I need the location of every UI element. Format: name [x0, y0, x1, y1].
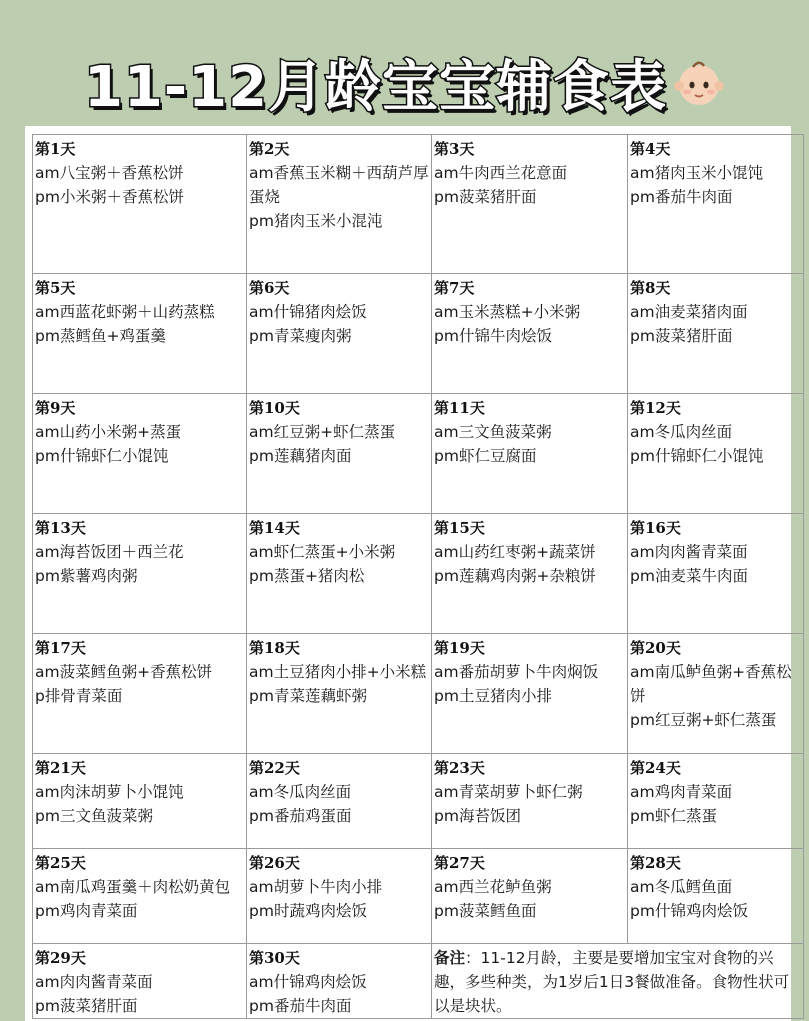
table-row — [33, 849, 804, 944]
pm-meal: pm油麦菜牛肉面 — [630, 567, 748, 585]
day-cell — [33, 944, 247, 1019]
am-meal: am冬瓜肉丝面 — [249, 783, 352, 801]
day-label: 第16天 — [630, 519, 681, 537]
baby-face-icon — [673, 57, 725, 109]
pm-meal: pm时蔬鸡肉烩饭 — [249, 902, 367, 920]
day-label: 第23天 — [434, 759, 485, 777]
pm-meal: pm番茄牛肉面 — [249, 997, 352, 1015]
am-meal: am西兰花鲈鱼粥 — [434, 878, 552, 896]
day-cell — [628, 394, 804, 514]
pm-meal: pm土豆猪肉小排 — [434, 687, 552, 705]
table-row — [33, 274, 804, 394]
day-cell — [628, 754, 804, 849]
pm-meal: pm什锦鸡肉烩饭 — [630, 902, 748, 920]
pm-meal: pm小米粥＋香蕉松饼 — [35, 188, 184, 206]
day-label: 第9天 — [35, 399, 76, 417]
am-meal: am青菜胡萝卜虾仁粥 — [434, 783, 583, 801]
pm-meal: pm虾仁蒸蛋 — [630, 807, 717, 825]
day-label: 第27天 — [434, 854, 485, 872]
day-label: 第29天 — [35, 949, 86, 967]
day-label: 第6天 — [249, 279, 290, 297]
day-label: 第8天 — [630, 279, 671, 297]
day-cell — [628, 274, 804, 394]
day-cell — [33, 274, 247, 394]
am-meal: am南瓜鸡蛋羹＋肉松奶黄包 — [35, 878, 231, 896]
am-meal: am虾仁蒸蛋+小米粥 — [249, 543, 396, 561]
day-cell — [432, 849, 628, 944]
pm-meal: pm什锦牛肉烩饭 — [434, 327, 552, 345]
day-cell — [33, 634, 247, 754]
page-title: 11-12月龄宝宝辅食表 — [83, 55, 668, 120]
pm-meal: pm什锦虾仁小馄饨 — [630, 447, 764, 465]
day-label: 第1天 — [35, 140, 76, 158]
pm-meal: pm青菜瘦肉粥 — [249, 327, 352, 345]
day-label: 第14天 — [249, 519, 300, 537]
title-bar — [0, 38, 809, 128]
table-row — [33, 394, 804, 514]
pm-meal: pm什锦虾仁小馄饨 — [35, 447, 169, 465]
am-meal: am红豆粥+虾仁蒸蛋 — [249, 423, 396, 441]
am-meal: am什锦鸡肉烩饭 — [249, 973, 367, 991]
am-meal: am香蕉玉米糊＋西葫芦厚蛋烧 — [249, 164, 429, 206]
pm-meal: pm菠菜鳕鱼面 — [434, 902, 537, 920]
day-cell — [432, 135, 628, 274]
day-label: 第10天 — [249, 399, 300, 417]
table-row — [33, 754, 804, 849]
note-cell — [432, 944, 804, 1019]
am-meal: am油麦菜猪肉面 — [630, 303, 748, 321]
note-text: ：11-12月龄，主要是要增加宝宝对食物的兴趣，多些种类，为1岁后1日3餐做准备。食物性状可以是块状。 — [434, 949, 790, 1015]
day-cell — [628, 135, 804, 274]
pm-meal: pm青菜莲藕虾粥 — [249, 687, 367, 705]
day-cell — [247, 849, 432, 944]
day-cell — [628, 514, 804, 634]
day-cell — [247, 754, 432, 849]
am-meal: am菠菜鳕鱼粥+香蕉松饼 — [35, 663, 213, 681]
day-label: 第21天 — [35, 759, 86, 777]
am-meal: am肉肉酱青菜面 — [630, 543, 748, 561]
am-meal: am什锦猪肉烩饭 — [249, 303, 367, 321]
am-meal: am八宝粥＋香蕉松饼 — [35, 164, 184, 182]
am-meal: am海苔饭团＋西兰花 — [35, 543, 184, 561]
table-row — [33, 135, 804, 274]
day-label: 第4天 — [630, 140, 671, 158]
day-cell — [247, 135, 432, 274]
am-meal: am鸡肉青菜面 — [630, 783, 733, 801]
day-cell — [432, 394, 628, 514]
day-cell — [33, 135, 247, 274]
day-label: 第3天 — [434, 140, 475, 158]
day-cell — [247, 394, 432, 514]
pm-meal: pm莲藕鸡肉粥+杂粮饼 — [434, 567, 596, 585]
day-label: 第13天 — [35, 519, 86, 537]
day-label: 第18天 — [249, 639, 300, 657]
pm-meal: pm菠菜猪肝面 — [630, 327, 733, 345]
pm-meal: pm海苔饭团 — [434, 807, 521, 825]
pm-meal: pm番茄牛肉面 — [630, 188, 733, 206]
pm-meal: pm猪肉玉米小混沌 — [249, 212, 383, 230]
am-meal: am山药小米粥+蒸蛋 — [35, 423, 182, 441]
pm-meal: pm鸡肉青菜面 — [35, 902, 138, 920]
am-meal: am山药红枣粥+蔬菜饼 — [434, 543, 596, 561]
day-label: 第24天 — [630, 759, 681, 777]
am-meal: am土豆猪肉小排+小米糕 — [249, 663, 427, 681]
day-cell — [432, 274, 628, 394]
day-label: 第28天 — [630, 854, 681, 872]
day-cell — [247, 274, 432, 394]
am-meal: am猪肉玉米小馄饨 — [630, 164, 764, 182]
pm-meal: pm红豆粥+虾仁蒸蛋 — [630, 711, 777, 729]
menu-table — [32, 134, 804, 1019]
day-label: 第12天 — [630, 399, 681, 417]
pm-meal: pm紫薯鸡肉粥 — [35, 567, 138, 585]
am-meal: am三文鱼菠菜粥 — [434, 423, 552, 441]
day-cell — [33, 394, 247, 514]
pm-meal: pm菠菜猪肝面 — [35, 997, 138, 1015]
table-row — [33, 634, 804, 754]
day-cell — [432, 634, 628, 754]
day-cell — [432, 514, 628, 634]
day-label: 第25天 — [35, 854, 86, 872]
am-meal: am肉沫胡萝卜小馄饨 — [35, 783, 184, 801]
menu-sheet — [25, 126, 791, 1021]
pm-meal: pm蒸蛋+猪肉松 — [249, 567, 365, 585]
day-label: 第2天 — [249, 140, 290, 158]
note-label: 备注 — [434, 948, 466, 967]
day-label: 第15天 — [434, 519, 485, 537]
day-cell — [247, 634, 432, 754]
am-meal: am肉肉酱青菜面 — [35, 973, 153, 991]
day-label: 第26天 — [249, 854, 300, 872]
day-label: 第20天 — [630, 639, 681, 657]
table-row — [33, 944, 804, 1019]
am-meal: am冬瓜鳕鱼面 — [630, 878, 733, 896]
day-cell — [432, 754, 628, 849]
pm-meal: pm三文鱼菠菜粥 — [35, 807, 153, 825]
day-label: 第7天 — [434, 279, 475, 297]
day-label: 第5天 — [35, 279, 76, 297]
am-meal: am牛肉西兰花意面 — [434, 164, 568, 182]
day-cell — [33, 514, 247, 634]
am-meal: am西蓝花虾粥＋山药蒸糕 — [35, 303, 215, 321]
am-meal: am番茄胡萝卜牛肉焖饭 — [434, 663, 599, 681]
day-label: 第19天 — [434, 639, 485, 657]
pm-meal: pm虾仁豆腐面 — [434, 447, 537, 465]
pm-meal: p排骨青菜面 — [35, 687, 123, 705]
day-cell — [247, 944, 432, 1019]
day-cell — [628, 634, 804, 754]
day-label: 第17天 — [35, 639, 86, 657]
am-meal: am胡萝卜牛肉小排 — [249, 878, 383, 896]
day-label: 第11天 — [434, 399, 485, 417]
am-meal: am玉米蒸糕+小米粥 — [434, 303, 581, 321]
pm-meal: pm番茄鸡蛋面 — [249, 807, 352, 825]
day-label: 第30天 — [249, 949, 300, 967]
table-row — [33, 514, 804, 634]
day-cell — [33, 849, 247, 944]
pm-meal: pm菠菜猪肝面 — [434, 188, 537, 206]
am-meal: am冬瓜肉丝面 — [630, 423, 733, 441]
day-cell — [247, 514, 432, 634]
pm-meal: pm蒸鳕鱼+鸡蛋羹 — [35, 327, 166, 345]
day-label: 第22天 — [249, 759, 300, 777]
day-cell — [33, 754, 247, 849]
day-cell — [628, 849, 804, 944]
pm-meal: pm莲藕猪肉面 — [249, 447, 352, 465]
am-meal: am南瓜鲈鱼粥+香蕉松饼 — [630, 663, 792, 705]
